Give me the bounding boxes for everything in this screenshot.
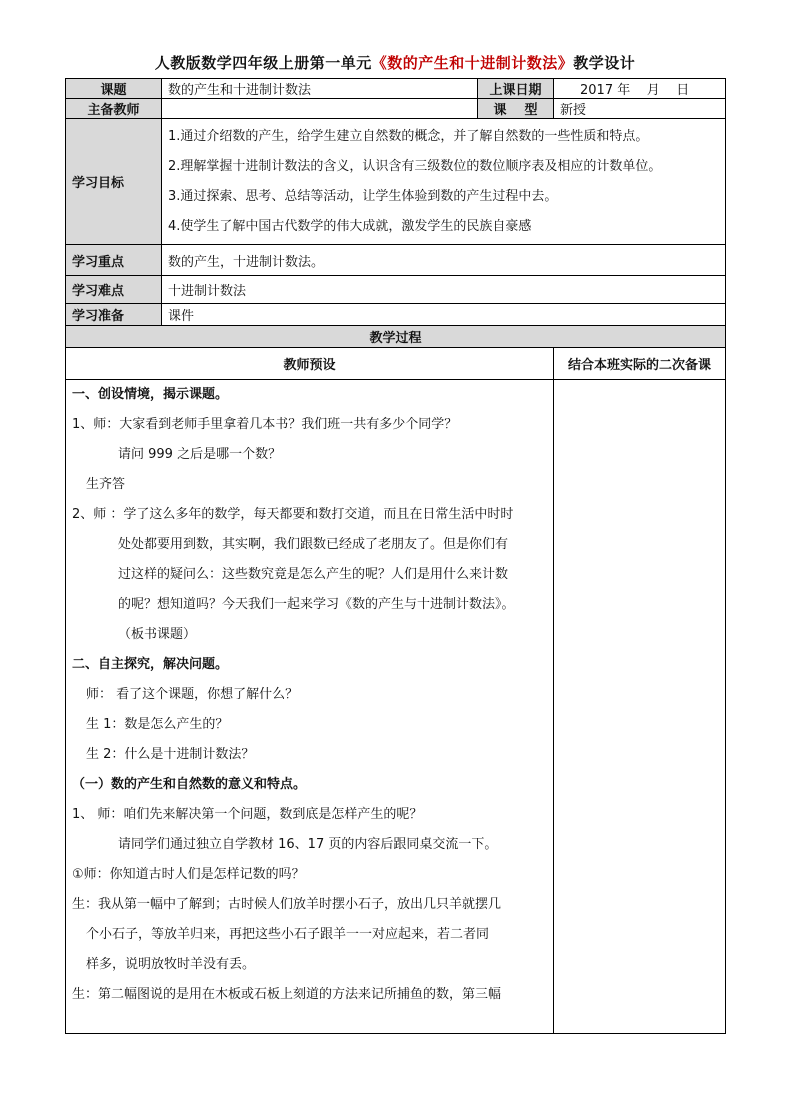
key-point-value: 数的产生，十进制计数法。 [162, 245, 726, 276]
content-line: 的呢？想知道吗？今天我们一起来学习《数的产生与十进制计数法》。 [118, 597, 515, 612]
content-line: 1、师：大家看到老师手里拿着几本书？我们班一共有多少个同学？ [72, 417, 458, 432]
process-label: 教学过程 [66, 326, 726, 348]
content-line: 2、师 ：学了这么多年的数学，每天都要和数打交道，而且在日常生活中时时 [72, 507, 514, 522]
teacher-plan-header: 教师预设 [66, 348, 554, 380]
teacher-value [162, 99, 478, 119]
key-point-label: 学习重点 [66, 245, 162, 276]
goals-list [162, 119, 726, 245]
teacher-plan-content [66, 380, 554, 1034]
subsection-heading: （一）数的产生和自然数的意义和特点。 [72, 777, 307, 792]
content-line: 请同学们通过独立自学教材 16、17 页的内容后跟同桌交流一下。 [118, 837, 498, 852]
difficulty-value: 十进制计数法 [162, 276, 726, 304]
content-line: （板书课题） [118, 627, 197, 642]
content-line: ①师：你知道古时人们是怎样记数的吗？ [72, 867, 305, 882]
document-title [0, 52, 790, 73]
goal-item: 2.理解掌握十进制计数法的含义，认识含有三级数位的数位顺序表及相应的计数单位。 [168, 158, 662, 174]
content-line: 生 1：数是怎么产生的？ [86, 717, 229, 732]
content-line: 师： 看了这个课题，你想了解什么？ [86, 687, 299, 702]
prep-label: 学习准备 [66, 304, 162, 326]
topic-label: 课题 [66, 79, 162, 99]
content-line: 处处都要用到数，其实啊，我们跟数已经成了老朋友了。但是你们有 [118, 537, 509, 552]
type-label: 课 型 [478, 99, 554, 119]
content-line: 生齐答 [86, 477, 126, 492]
title-highlight: 《数的产生和十进制计数法》 [371, 54, 574, 72]
teacher-label: 主备教师 [66, 99, 162, 119]
second-prep-header: 结合本班实际的二次备课 [554, 348, 726, 380]
lesson-plan-table [65, 78, 726, 1034]
goal-item: 3.通过探索、思考、总结等活动，让学生体验到数的产生过程中去。 [168, 188, 558, 204]
content-line: 生：第二幅图说的是用在木板或石板上刻道的方法来记所捕鱼的数，第三幅 [72, 987, 502, 1002]
topic-value: 数的产生和十进制计数法 [162, 79, 478, 99]
content-line: 生：我从第一幅中了解到；古时候人们放羊时摆小石子，放出几只羊就摆几 [72, 897, 502, 912]
content-line: 生 2：什么是十进制计数法？ [86, 747, 255, 762]
content-line: 请问 999 之后是哪一个数？ [118, 447, 282, 462]
content-line: 过这样的疑问么：这些数究竟是怎么产生的呢？人们是用什么来计数 [118, 567, 509, 582]
section-heading: 一、创设情境，揭示课题。 [72, 387, 229, 402]
second-prep-content [554, 380, 726, 1034]
date-label: 上课日期 [478, 79, 554, 99]
title-suffix: 教学设计 [573, 54, 636, 72]
title-prefix: 人教版数学四年级上册第一单元 [154, 54, 372, 72]
section-heading: 二、自主探究，解决问题。 [72, 657, 229, 672]
goal-item: 4.使学生了解中国古代数学的伟大成就，激发学生的民族自豪感 [168, 218, 532, 234]
difficulty-label: 学习难点 [66, 276, 162, 304]
goals-label: 学习目标 [66, 119, 162, 245]
content-line: 样多，说明放牧时羊没有丢。 [86, 957, 256, 972]
goal-item: 1.通过介绍数的产生，给学生建立自然数的概念，并了解自然数的一些性质和特点。 [168, 128, 649, 144]
content-line: 个小石子，等放羊归来，再把这些小石子跟羊一一对应起来，若二者同 [86, 927, 490, 942]
content-line: 1、 师：咱们先来解决第一个问题，数到底是怎样产生的呢？ [72, 807, 423, 822]
prep-value: 课件 [162, 304, 726, 326]
date-value: 2017 年 月 日 [554, 79, 726, 99]
type-value: 新授 [554, 99, 726, 119]
